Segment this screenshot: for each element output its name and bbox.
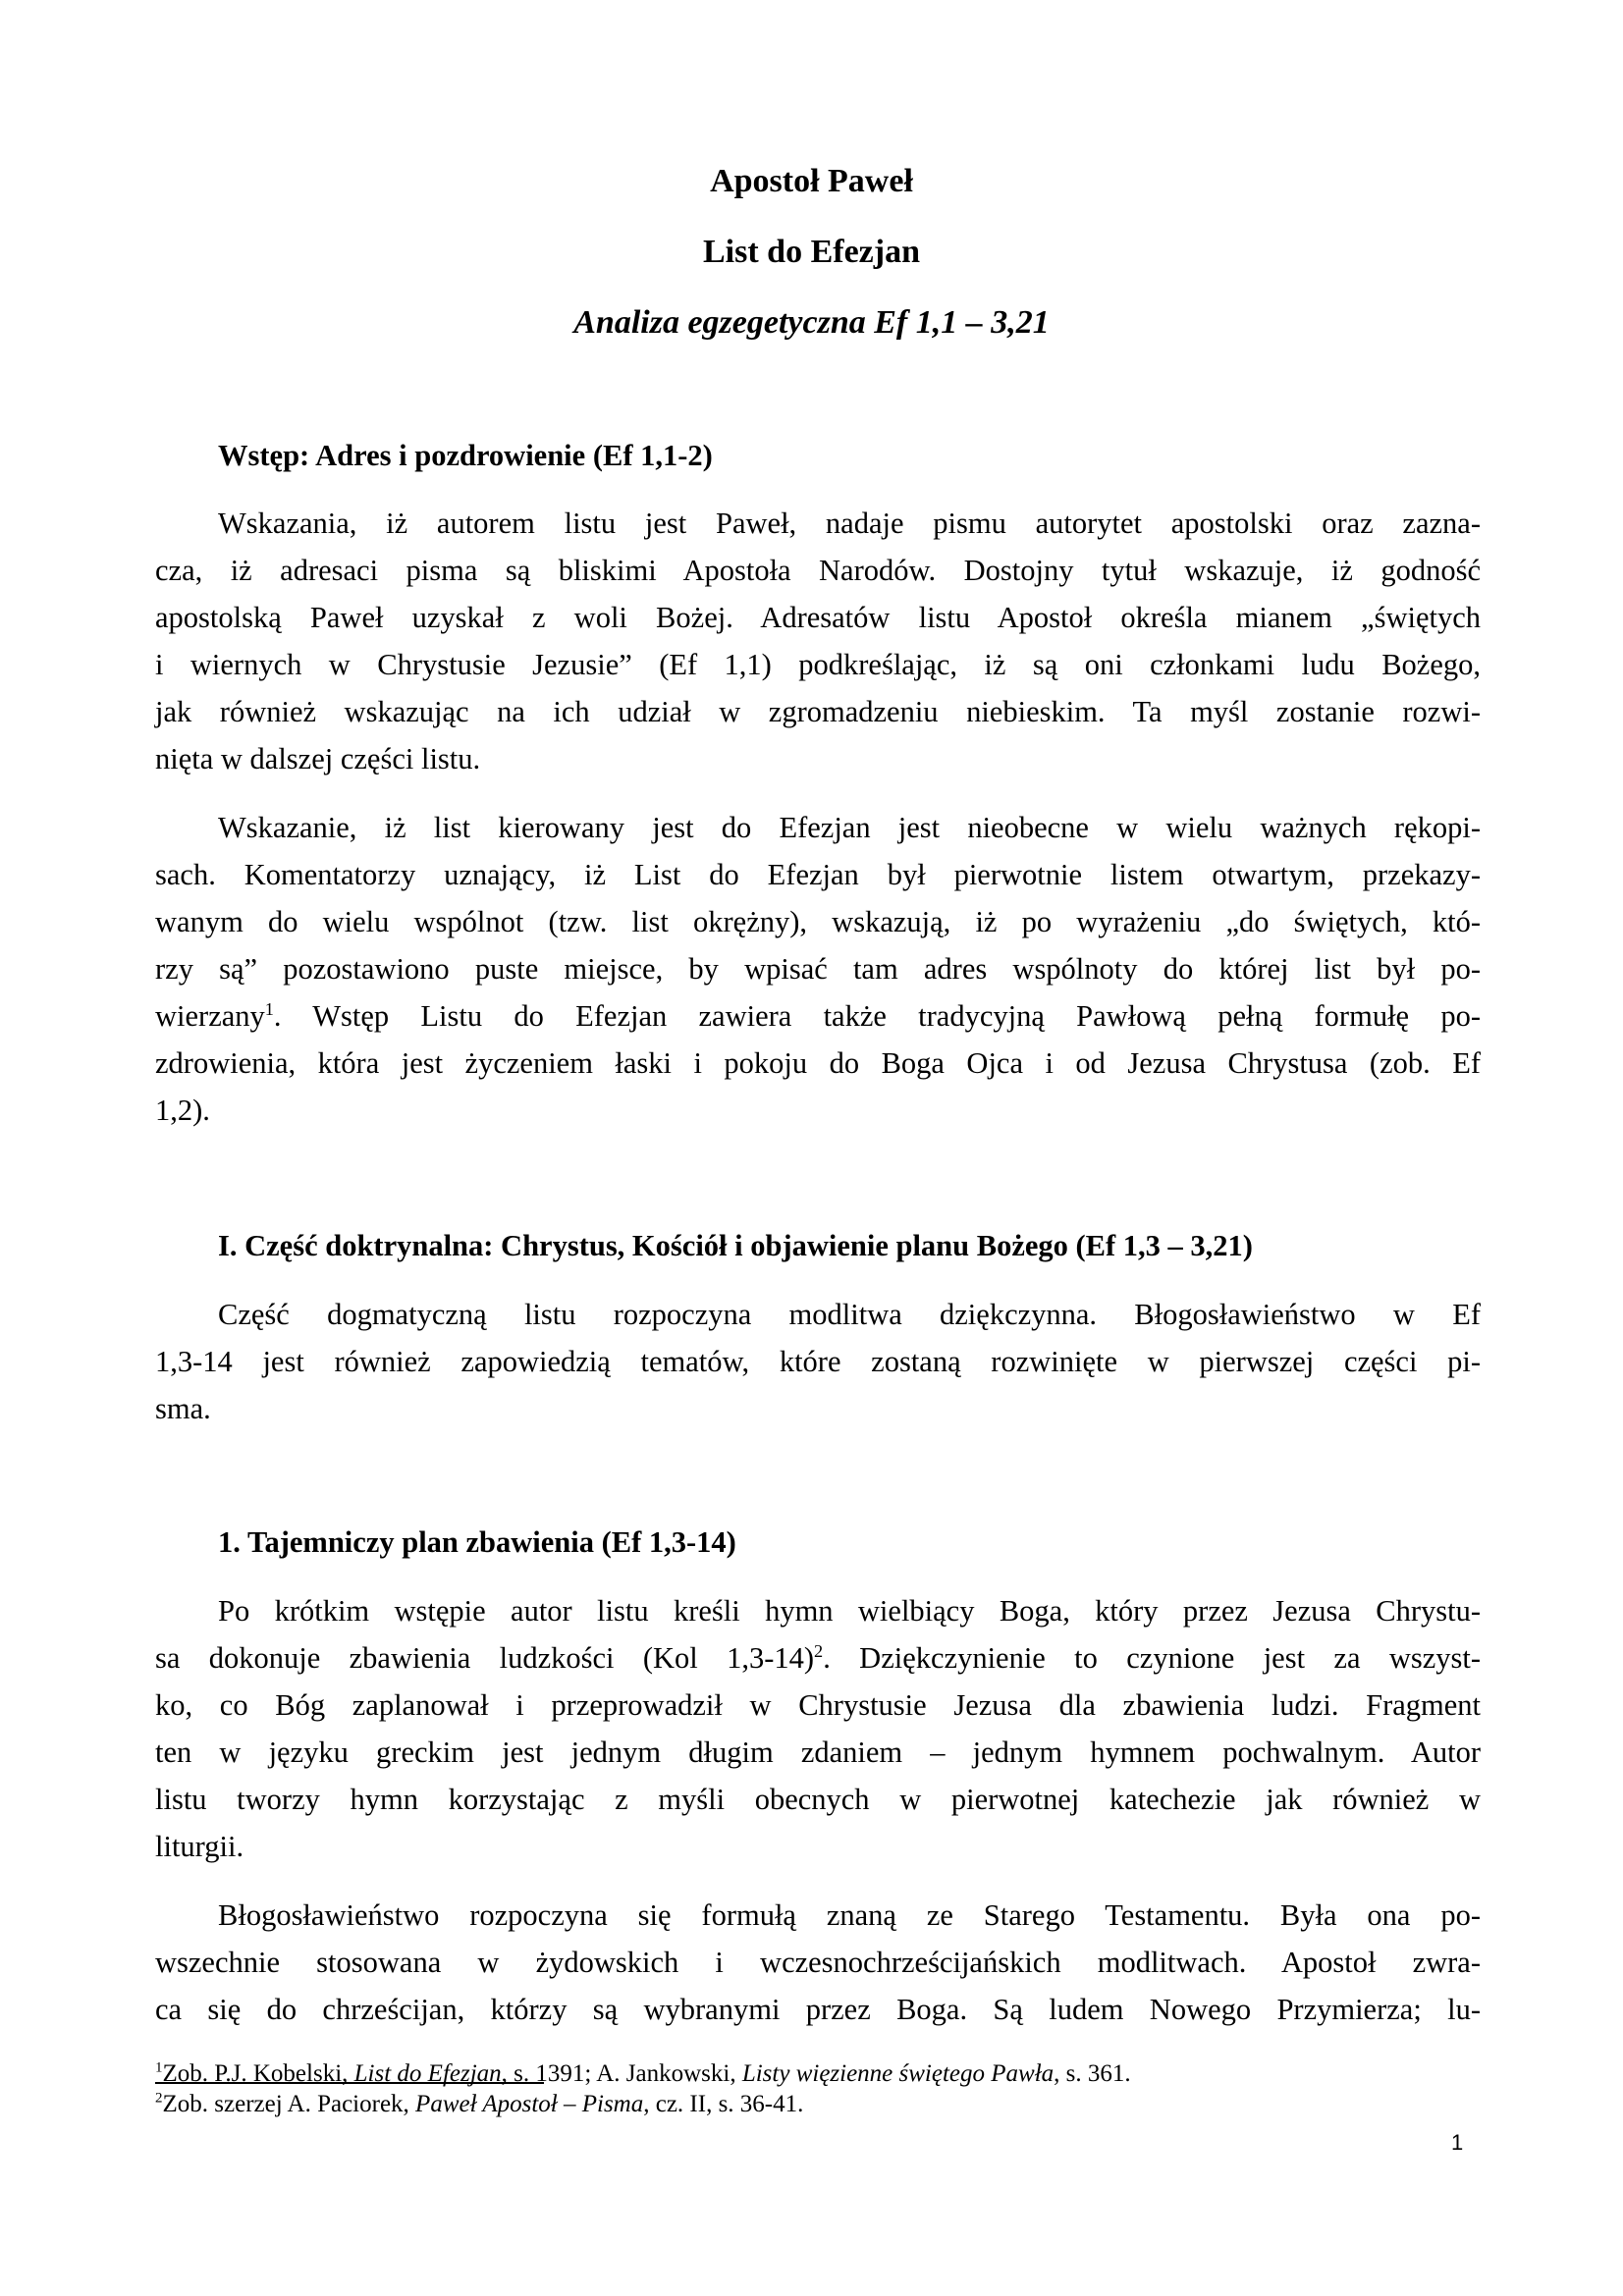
text-line: Wskazania, iż autorem listu jest Paweł, nadaje pismu autorytet apostolski oraz zazna- xyxy=(218,507,1481,540)
text-line: ko, co Bóg zaplanował i przeprowadził w Chrystusie Jezusa dla zbawienia ludzi. Fragment xyxy=(155,1688,1481,1722)
text-line: jak również wskazując na ich udział w zgromadzeniu niebieskim. Ta myśl zostanie rozwi- xyxy=(155,695,1481,728)
text-line: listu tworzy hymn korzystając z myśli obecnych w pierwotnej katechezie jak również w xyxy=(155,1783,1481,1816)
section-heading-plan: 1. Tajemniczy plan zbawienia (Ef 1,3-14) xyxy=(218,1525,736,1559)
document-subtitle: Analiza egzegetyczna Ef 1,1 – 3,21 xyxy=(573,304,1050,341)
text-line: wanym do wielu wspólnot (tzw. list okrężny), wskazują, iż po wyrażeniu „do świętych, któ- xyxy=(155,905,1481,938)
footnote-ref-2[interactable]: 2 xyxy=(814,1640,824,1661)
text-line: i wiernych w Chrystusie Jezusie” (Ef 1,1) podkreślając, iż są oni członkami ludu Bożego, xyxy=(155,648,1481,681)
section-heading-doctrinal: I. Część doktrynalna: Chrystus, Kościół i objawienie planu Bożego (Ef 1,3 – 3,21) xyxy=(218,1229,1253,1262)
text-line: Część dogmatyczną listu rozpoczyna modlitwa dziękczynna. Błogosławieństwo w Ef xyxy=(218,1298,1481,1331)
text-line: nięta w dalszej części listu. xyxy=(155,742,481,775)
text-line: Błogosławieństwo rozpoczyna się formułą znaną ze Starego Testamentu. Była ona po- xyxy=(218,1898,1481,1932)
text-line: Po krótkim wstępie autor listu kreśli hymn wielbiący Boga, który przez Jezusa Chrystu- xyxy=(218,1594,1481,1628)
text-line: 1,3-14 jest również zapowiedzią tematów, które zostaną rozwinięte w pierwszej części pi- xyxy=(155,1345,1481,1378)
footnote-ref-1[interactable]: 1 xyxy=(264,998,274,1019)
text-line: sa dokonuje zbawienia ludzkości (Kol 1,3-14)$^2$. Dziękczynienie to czynione jest za wszyst- xyxy=(155,1640,1482,1675)
text-line: ca się do chrześcijan, którzy są wybranymi przez Boga. Są ludem Nowego Przymierza; lu- xyxy=(155,1993,1481,2026)
text-line: apostolską Paweł uzyskał z woli Bożej. Adresatów listu Apostoł określa mianem „świętych xyxy=(155,601,1481,634)
text-line: wierzany$^1$. Wstęp Listu do Efezjan zawiera także tradycyjną Pawłową pełną formułę po- xyxy=(155,998,1481,1033)
text-line: 1,2). xyxy=(155,1094,210,1127)
text-line: liturgii. xyxy=(155,1830,244,1863)
page-number: 1 xyxy=(1451,2130,1464,2155)
footnote-1: $^1$Zob. P.J. Kobelski, List do Efezjan, s. 1391; A. Jankowski, Listy więzienne świętego Pawła, s. 361. xyxy=(155,2059,1131,2087)
text-line: ten w języku greckim jest jednym długim zdaniem – jednym hymnem pochwalnym. Autor xyxy=(155,1735,1481,1769)
text-line: cza, iż adresaci pisma są bliskimi Apostoła Narodów. Dostojny tytuł wskazuje, iż godność xyxy=(155,554,1481,587)
document-title: List do Efezjan xyxy=(703,234,920,270)
text-line: wszechnie stosowana w żydowskich i wczesnochrześcijańskich modlitwach. Apostoł zwra- xyxy=(155,1946,1481,1979)
document-author: Apostoł Paweł xyxy=(710,163,913,199)
text-line: zdrowienia, która jest życzeniem łaski i pokoju do Boga Ojca i od Jezusa Chrystusa (zob. Ef xyxy=(155,1046,1481,1080)
text-line: rzy są” pozostawiono puste miejsce, by wpisać tam adres wspólnoty do której list był po- xyxy=(155,952,1481,986)
text-line: sma. xyxy=(155,1392,211,1425)
section-heading-intro: Wstęp: Adres i pozdrowienie (Ef 1,1-2) xyxy=(218,439,713,472)
footnote-2: $^2$Zob. szerzej A. Paciorek, Paweł Apostoł – Pisma, cz. II, s. 36-41. xyxy=(155,2090,804,2117)
text-line: Wskazanie, iż list kierowany jest do Efezjan jest nieobecne w wielu ważnych rękopi- xyxy=(218,811,1481,844)
text-line: sach. Komentatorzy uznający, iż List do Efezjan był pierwotnie listem otwartym, przekazy- xyxy=(155,858,1481,891)
